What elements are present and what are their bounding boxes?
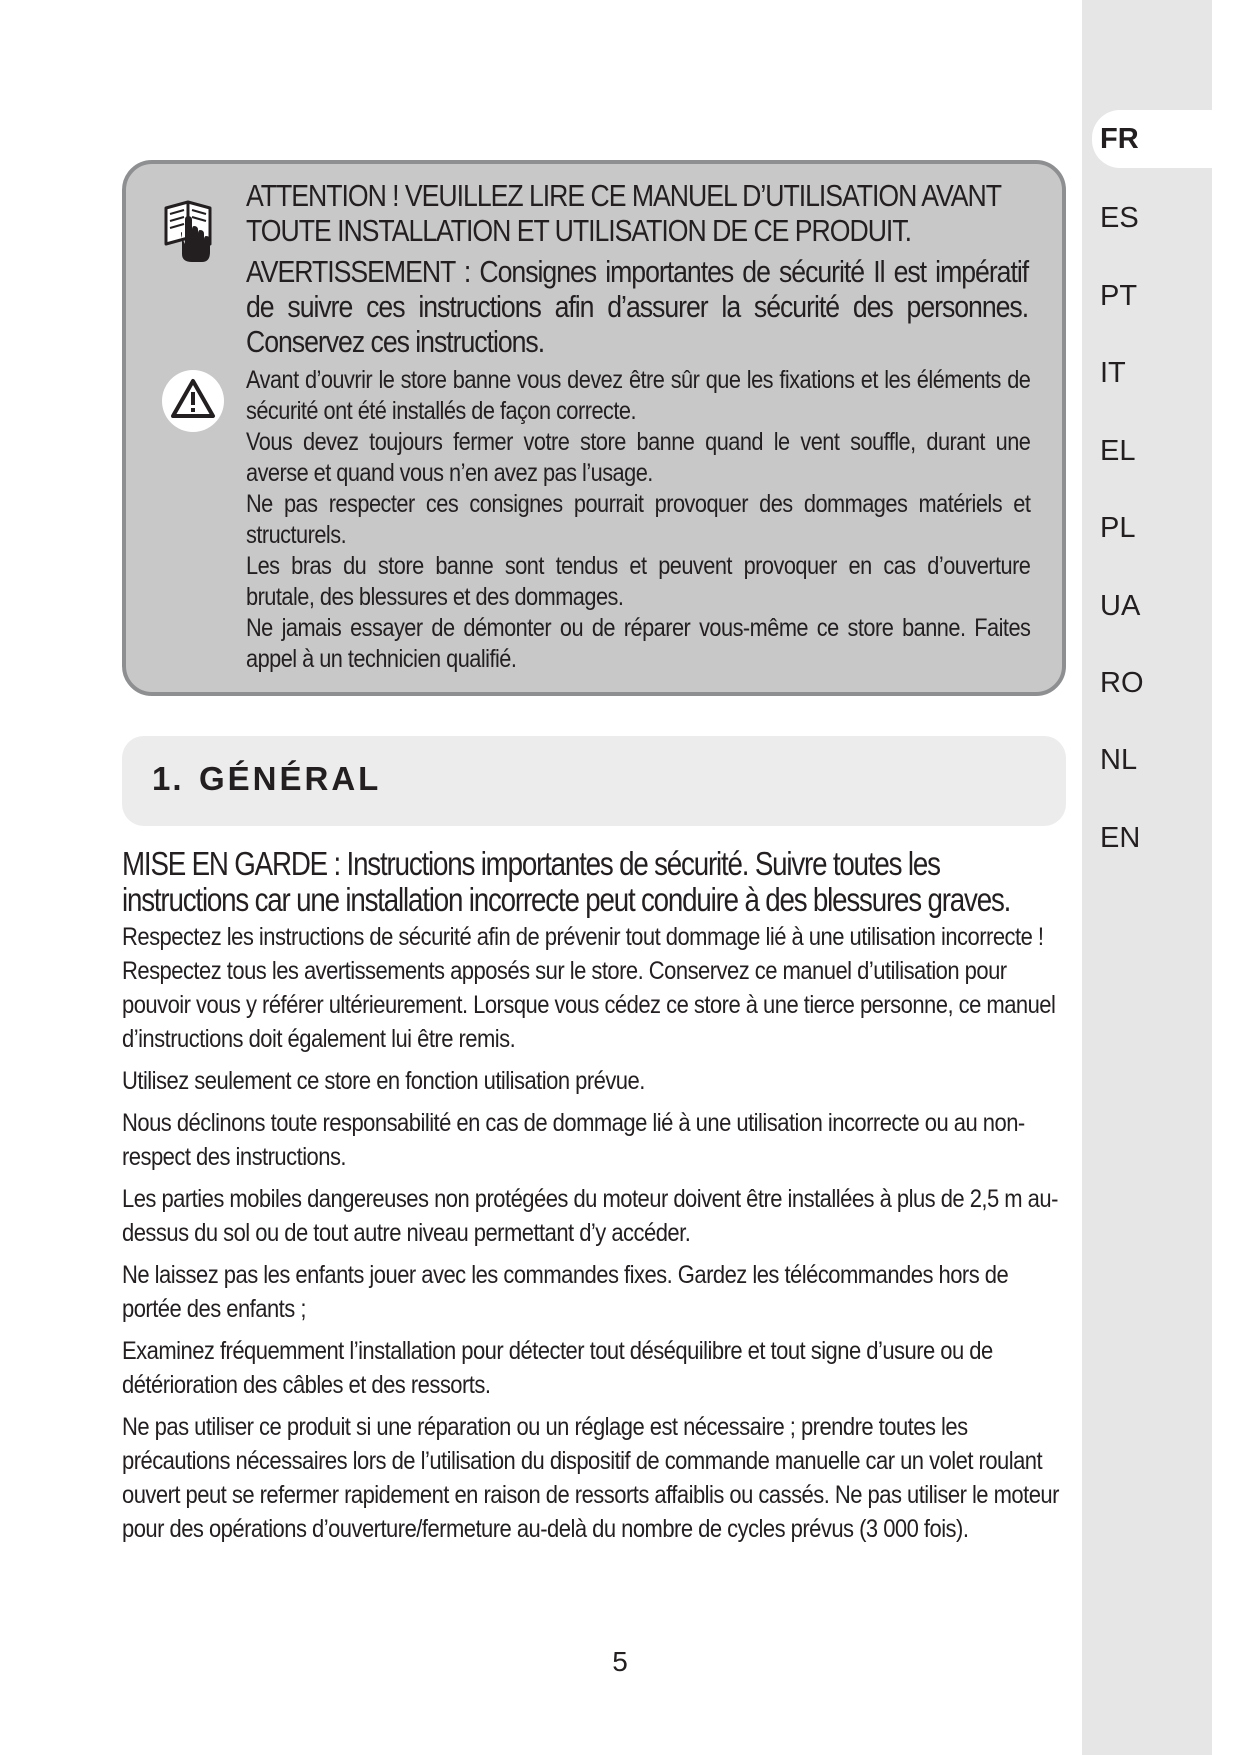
language-sidebar [1082, 0, 1212, 1755]
section-header [122, 736, 1066, 826]
lang-tab-it[interactable]: IT [1100, 357, 1126, 389]
page-number: 5 [612, 1646, 628, 1677]
warning-paragraph: Ne pas respecter ces consignes pourrait provoquer des dommages matériels et structurels. [246, 490, 1031, 549]
warning-heading: ATTENTION ! VEUILLEZ LIRE CE MANUEL D’UTILISATION AVANT TOUTE INSTALLATION ET UTILISATION DE CE PRODUIT. [246, 178, 1001, 248]
main-warning: MISE EN GARDE : Instructions importantes de sécurité. Suivre toutes les instructions car une installation incorrecte peut conduire à des blessures graves. [122, 845, 1011, 918]
lang-tab-ua[interactable]: UA [1100, 590, 1141, 622]
paragraph: Examinez fréquemment l’installation pour détecter tout déséquilibre et tout signe d’usure ou de détérioration des câbles et des ressorts. [122, 1337, 993, 1399]
section-number: 1. [152, 760, 184, 797]
lang-tab-el[interactable]: EL [1100, 435, 1136, 467]
warning-triangle-icon [170, 378, 216, 420]
lang-tab-pt[interactable]: PT [1100, 280, 1138, 312]
paragraph: Nous déclinons toute responsabilité en cas de dommage lié à une utilisation incorrecte ou au non-respect des instructions. [122, 1109, 1025, 1171]
section-title: GÉNÉRAL [199, 760, 382, 797]
paragraph: Ne pas utiliser ce produit si une réparation ou un réglage est nécessaire ; prendre toutes les précautions nécessaires lors de l’utilisation du dispositif de commande manuelle car un volet roulant ouvert peut se refermer rapidement en raison de ressorts affaiblis ou cassés. Ne pas utiliser le moteur pour des opérations d’ouverture/fermeture au-delà du nombre de cycles prévus (3 000 fois). [122, 1413, 1059, 1543]
main-content [122, 846, 1066, 1546]
paragraph: Ne laissez pas les enfants jouer avec les commandes fixes. Gardez les télécommandes hors de portée des enfants ; [122, 1261, 1009, 1323]
paragraph: Utilisez seulement ce store en fonction utilisation prévue. [122, 1067, 645, 1095]
warning-subheading: AVERTISSEMENT : Consignes importantes de sécurité Il est impératif de suivre ces instructions afin d’assurer la sécurité des personnes. Conservez ces instructions. [246, 254, 1029, 359]
paragraph: Les parties mobiles dangereuses non protégées du moteur doivent être installées à plus de 2,5 m au-dessus du sol ou de tout autre niveau permettant d’y accéder. [122, 1185, 1058, 1247]
lang-tab-nl[interactable]: NL [1100, 744, 1138, 776]
read-manual-icon [160, 194, 218, 264]
lang-tab-ro[interactable]: RO [1100, 667, 1144, 699]
lang-tab-fr[interactable]: FR [1092, 110, 1212, 168]
warning-paragraph: Ne jamais essayer de démonter ou de réparer vous-même ce store banne. Faites appel à un technicien qualifié. [246, 614, 1031, 673]
warning-paragraph: Avant d’ouvrir le store banne vous devez être sûr que les fixations et les éléments de sécurité ont été installés de façon correcte. [246, 366, 1031, 425]
safety-warning-box [122, 160, 1066, 696]
paragraph: Respectez les instructions de sécurité afin de prévenir tout dommage lié à une utilisation incorrecte ! Respectez tous les avertissements apposés sur le store. Conservez ce manuel d’utilisation pour pouvoir vous y référer ultérieurement. Lorsque vous cédez ce store à une tierce personne, ce manuel d’instructions doit également lui être remis. [122, 923, 1056, 1053]
lang-tab-pl[interactable]: PL [1100, 512, 1136, 544]
warning-paragraph: Les bras du store banne sont tendus et peuvent provoquer en cas d’ouverture brutale, des blessures et des dommages. [246, 552, 1031, 611]
hazard-badge [162, 370, 224, 432]
lang-tab-en[interactable]: EN [1100, 822, 1141, 854]
lang-tab-es[interactable]: ES [1100, 202, 1139, 234]
warning-paragraph: Vous devez toujours fermer votre store banne quand le vent souffle, durant une averse et quand vous n’en avez pas l’usage. [246, 428, 1031, 487]
